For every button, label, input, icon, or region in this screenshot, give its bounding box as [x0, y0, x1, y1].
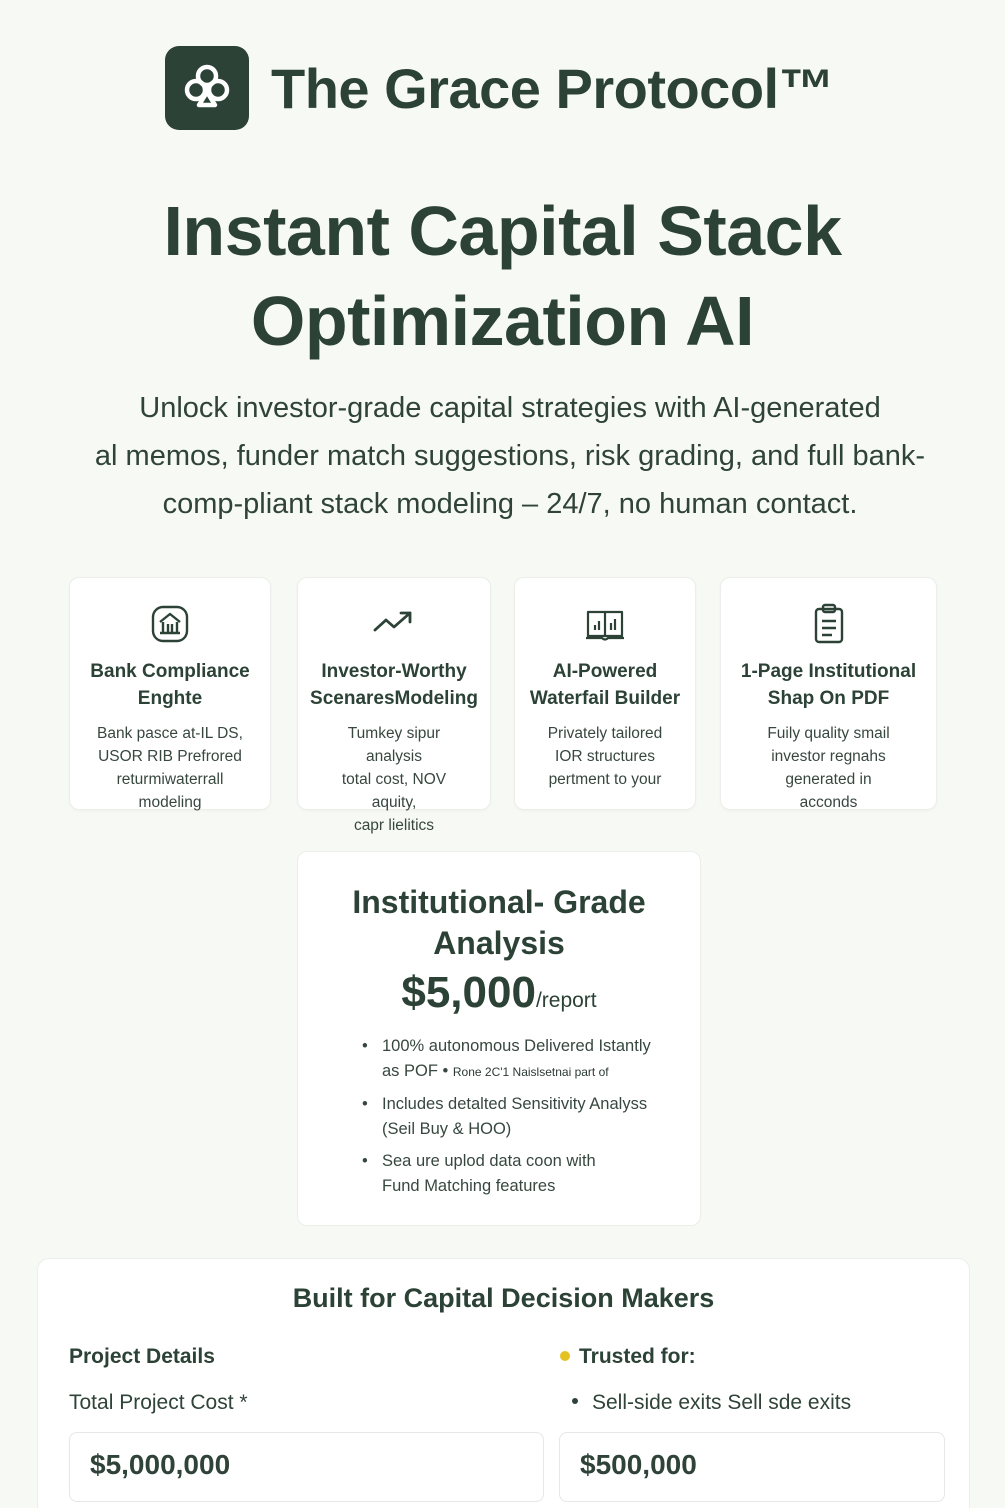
pricing-title: Analysis — [433, 925, 565, 961]
pricing-bullet-text: as POF • — [382, 1062, 453, 1080]
feature-card-institutional-pdf — [720, 577, 937, 810]
hero-subtitle-line2: al memos, funder match suggestions, risk grading, and full bank- — [94, 440, 926, 472]
feature-desc: acconds — [799, 794, 858, 811]
trusted-for-heading — [560, 1345, 696, 1369]
pricing-bullet-list — [360, 1034, 670, 1199]
hero-title — [0, 186, 1005, 366]
pricing-bullet-line: • Includes detalted Sensitivity Analyss — [382, 1095, 648, 1113]
total-project-cost-input[interactable]: $5,000,000 — [69, 1432, 544, 1502]
grace-knot-icon — [165, 46, 249, 130]
feature-title: Bank Compliance — [90, 661, 250, 682]
panel-title: Built for Capital Decision Makers — [292, 1283, 715, 1313]
feature-desc: Bank pasce at-IL DS, — [97, 725, 243, 742]
bullet-icon — [572, 1398, 578, 1404]
trusted-for-label: Trusted for: — [579, 1345, 696, 1368]
decision-panel — [37, 1258, 970, 1508]
bank-icon — [148, 602, 192, 646]
pricing-bullet-line: • 100% autonomous Delivered Istantly — [382, 1037, 651, 1055]
status-dot-icon — [560, 1351, 570, 1361]
price-tag — [298, 968, 700, 1018]
trusted-list-item — [572, 1391, 851, 1415]
clipboard-icon — [807, 602, 851, 646]
pricing-bullet — [360, 1149, 670, 1199]
pricing-bullet-line — [382, 1059, 670, 1085]
pricing-bullet — [360, 1092, 670, 1142]
feature-desc: Fuily quality smail — [767, 725, 890, 742]
pricing-bullet-line: (Seil Buy & HOO) — [382, 1120, 512, 1138]
pricing-bullet-line: • Sea ure uplod data coon with — [382, 1152, 596, 1170]
feature-title: Enghte — [137, 688, 203, 709]
feature-desc: total cost, NOV aquity, — [341, 771, 447, 811]
feature-title: Investor-Worthy — [321, 661, 467, 682]
amount-input[interactable]: $500,000 — [559, 1432, 945, 1502]
hero-subtitle — [70, 384, 950, 528]
hero-subtitle-line3: comp-pliant stack modeling – 24/7, no human contact. — [162, 488, 858, 520]
project-details-heading: Project Details — [69, 1345, 215, 1368]
feature-desc: capr lielitics — [353, 817, 435, 834]
brand-header — [165, 46, 834, 130]
hero-title-line1: Instant Capital Stack — [163, 192, 842, 270]
price-unit: /report — [535, 989, 597, 1012]
total-project-cost-label: Total Project Cost * — [69, 1391, 248, 1414]
pricing-bullet-fineprint: Rone 2C'1 Naislsetnai part of — [452, 1065, 609, 1079]
feature-title: Waterfail Builder — [529, 688, 681, 709]
feature-desc: generated in — [785, 771, 872, 788]
feature-desc: pertment to your — [548, 771, 662, 788]
feature-desc: Privately tailored — [547, 725, 663, 742]
pricing-bullet-line: Fund Matching features — [382, 1177, 556, 1195]
feature-desc: IOR structures — [555, 748, 655, 765]
hero-title-line2: Optimization AI — [250, 282, 755, 360]
feature-card-bank-compliance — [69, 577, 271, 810]
feature-desc: modeling — [138, 794, 202, 811]
trusted-item-text: Sell-side exits Sell sde exits — [592, 1391, 852, 1414]
feature-title: 1-Page Institutional — [740, 661, 917, 682]
feature-title: ScenaresModeling — [310, 688, 478, 709]
pricing-title: Institutional- Grade — [352, 884, 646, 920]
feature-desc: Tumkey sipur analysis — [347, 725, 441, 765]
feature-desc: returmiwaterrall — [116, 771, 224, 788]
feature-desc: USOR RIB Prefrored — [98, 748, 242, 765]
pricing-bullet — [360, 1034, 670, 1085]
feature-title: Shap On PDF — [767, 688, 890, 709]
feature-card-investor-modeling — [297, 577, 491, 834]
hero-subtitle-line1: Unlock investor-grade capital strategies with AI-generated — [139, 392, 881, 424]
brand-name: The Grace Protocol™ — [271, 56, 835, 120]
book-chart-icon — [583, 602, 627, 646]
pricing-card — [297, 851, 701, 1226]
price-amount: $5,000 — [401, 968, 536, 1017]
trend-up-icon — [372, 602, 416, 646]
feature-title: AI-Powered — [552, 661, 658, 682]
feature-desc: investor regnahs — [771, 748, 886, 765]
feature-card-waterfall-builder — [514, 577, 696, 810]
